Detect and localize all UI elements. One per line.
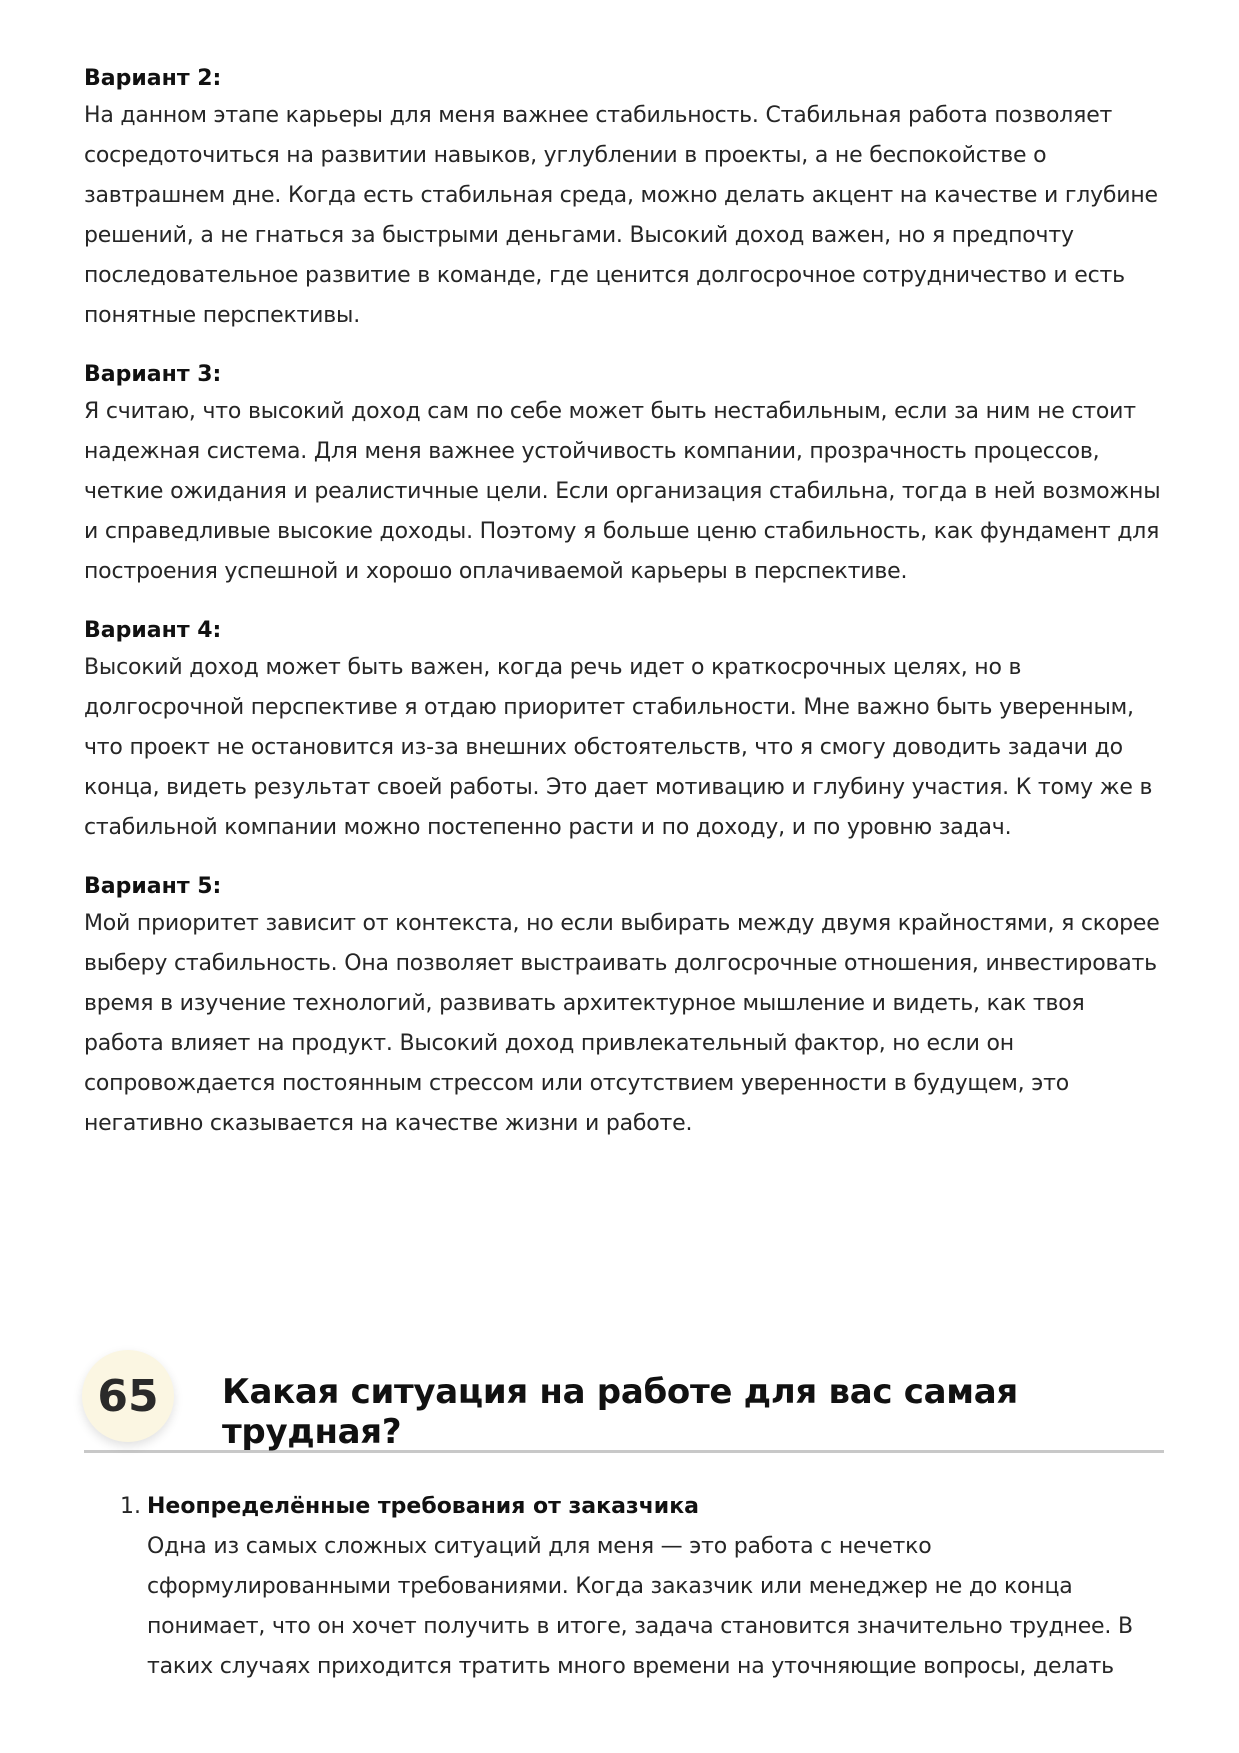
variant-block [84, 62, 1164, 336]
list-item-title: Неопределённые требования от заказчика [147, 1494, 699, 1519]
variant-title: Вариант 3: [84, 362, 222, 387]
variant-title: Вариант 5: [84, 874, 222, 899]
variant-block [84, 870, 1164, 1144]
variant-text: Высокий доход может быть важен, когда речь идет о краткосрочных целях, но в долгосрочной перспективе я отдаю приоритет стабильности. Мне важно быть уверенным, что проект не остановится из-за внешних обстоятельств, что я смогу доводить задачи до конца, видеть результат своей работы. Это дает мотивацию и глубину участия. К тому же в стабильной компании можно постепенно расти и по доходу, и по уровню задач. [84, 655, 1153, 840]
variant-text: Мой приоритет зависит от контекста, но если выбирать между двумя крайностями, я скорее выберу стабильность. Она позволяет выстраивать долгосрочные отношения, инвестировать время в изучение технологий, развивать архитектурное мышление и видеть, как твоя работа влияет на продукт. Высокий доход привлекательный фактор, но если он сопровождается постоянным стрессом или отсутствием уверенности в будущем, это негативно сказывается на качестве жизни и работе. [84, 911, 1160, 1136]
section-title: Какая ситуация на работе для вас самая трудная? [222, 1372, 1018, 1452]
question-section [84, 1350, 1164, 1687]
variant-text: Я считаю, что высокий доход сам по себе может быть нестабильным, если за ним не стоит надежная система. Для меня важнее устойчивость компании, прозрачность процессов, четкие ожидания и реалистичные цели. Если организация стабильна, тогда в ней возможны и справедливые высокие доходы. Поэтому я больше ценю стабильность, как фундамент для построения успешной и хорошо оплачиваемой карьеры в перспективе. [84, 399, 1161, 584]
variant-title: Вариант 2: [84, 66, 222, 91]
variant-title: Вариант 4: [84, 618, 222, 643]
list-item-text: Одна из самых сложных ситуаций для меня — это работа с нечетко сформулированными требованиями. Когда заказчик или менеджер не до конца понимает, что он хочет получить в итоге, задача становится значительно труднее. В таких случаях приходится тратить много времени на уточняющие вопросы, делать [147, 1534, 1133, 1679]
document-body [84, 62, 1164, 1166]
variant-text: На данном этапе карьеры для меня важнее стабильность. Стабильная работа позволяет сосредоточиться на развитии навыков, углублении в проекты, а не беспокойстве о завтрашнем дне. Когда есть стабильная среда, можно делать акцент на качестве и глубине решений, а не гнаться за быстрыми деньгами. Высокий доход важен, но я предпочту последовательное развитие в команде, где ценится долгосрочное сотрудничество и есть понятные перспективы. [84, 103, 1158, 328]
list-item [84, 1487, 1164, 1687]
list-item-number: 1. [120, 1494, 141, 1519]
question-number-badge: 65 [82, 1350, 174, 1442]
variant-block [84, 358, 1164, 592]
variant-block [84, 614, 1164, 848]
answer-list [84, 1487, 1164, 1687]
section-header [84, 1350, 1164, 1453]
